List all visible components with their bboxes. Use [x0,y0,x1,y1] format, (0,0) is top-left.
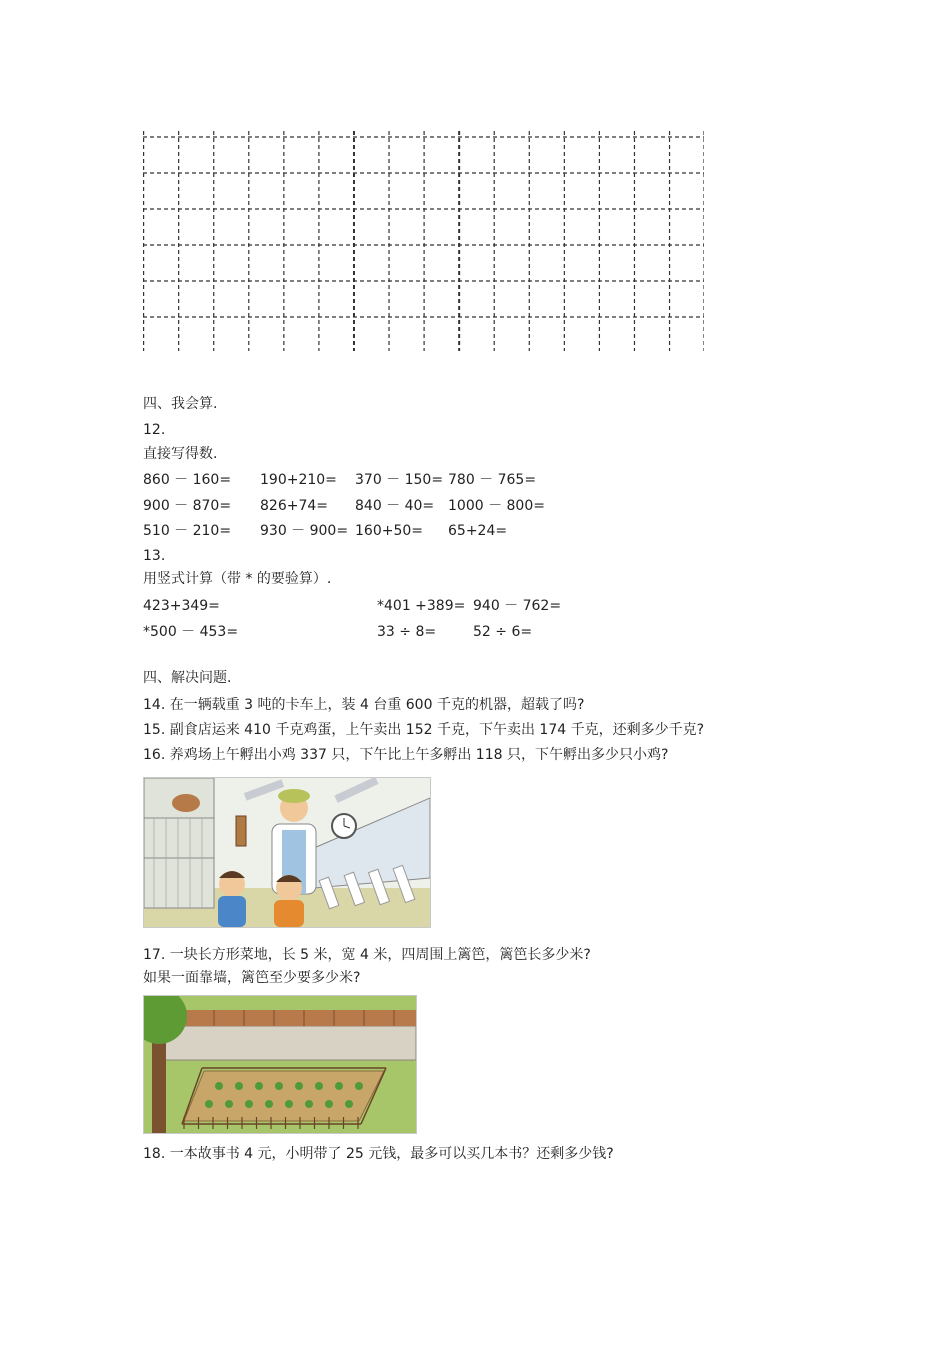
q12-expr: 900 － 870= [143,498,232,514]
q12-expr: 1000 － 800= [448,498,545,514]
q13-expr: 33 ÷ 8= [377,624,437,640]
q12-expr: 160+50= [355,523,423,539]
problem-18: 18. 一本故事书 4 元，小明带了 25 元钱，最多可以买几本书？还剩多少钱? [143,1146,614,1162]
problem-16: 16. 养鸡场上午孵出小鸡 337 只，下午比上午多孵出 118 只，下午孵出多少只小鸡? [143,747,669,763]
problem-17: 17. 一块长方形菜地，长 5 米，宽 4 米，四周围上篱笆，篱笆长多少米? [143,947,591,963]
q13-expr: *401 +389= [377,598,466,614]
section-calc-title: 四、我会算. [143,396,218,412]
q12-expr: 826+74= [260,498,328,514]
vegetable-field-illustration [143,995,417,1134]
q12-expr: 840 － 40= [355,498,435,514]
question-12-instruction: 直接写得数. [143,446,218,462]
section-solve-title: 四、解决问题. [143,670,232,686]
q12-expr: 860 － 160= [143,472,232,488]
q12-expr: 510 － 210= [143,523,232,539]
chicken-farm-illustration [143,777,431,928]
q12-expr: 930 － 900= [260,523,349,539]
question-13-number: 13. [143,548,166,564]
question-12-number: 12. [143,422,166,438]
q12-expr: 780 － 765= [448,472,537,488]
question-13-instruction: 用竖式计算（带 * 的要验算）. [143,571,332,587]
practice-grid [143,131,704,351]
q13-expr: 940 － 762= [473,598,562,614]
q12-expr: 190+210= [260,472,337,488]
problem-17-followup: 如果一面靠墙，篱笆至少要多少米? [143,970,361,986]
q12-expr: 65+24= [448,523,508,539]
problem-14: 14. 在一辆载重 3 吨的卡车上，装 4 台重 600 千克的机器，超载了吗? [143,697,585,713]
q13-expr: *500 － 453= [143,624,239,640]
problem-15: 15. 副食店运来 410 千克鸡蛋，上午卖出 152 千克，下午卖出 174 千克，还剩多少千克? [143,722,705,738]
q12-expr: 370 － 150= [355,472,444,488]
q13-expr: 52 ÷ 6= [473,624,533,640]
q13-expr: 423+349= [143,598,220,614]
